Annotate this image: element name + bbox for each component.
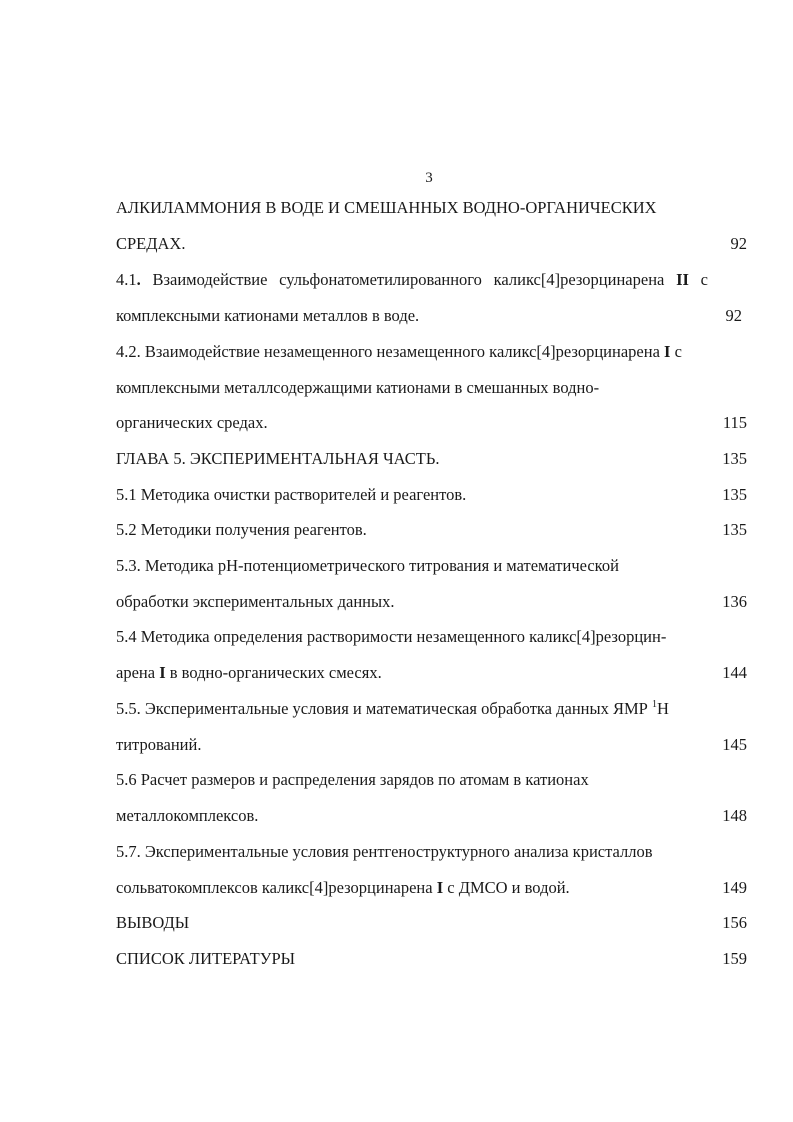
superscript: 1: [651, 699, 657, 710]
toc-chapter-5: ГЛАВА 5. ЭКСПЕРИМЕНТАЛЬНАЯ ЧАСТЬ.: [116, 449, 440, 468]
compound-label: I: [159, 663, 166, 682]
toc-entry-text: в водно-органических смесях.: [165, 663, 382, 682]
toc-entry-5-5: [116, 699, 669, 719]
toc-entry-dot: .: [136, 270, 153, 289]
toc-page-number: 135: [722, 520, 747, 539]
toc-page-number: 145: [722, 735, 747, 754]
toc-page-number: 149: [722, 878, 747, 897]
toc-line-continuation: АЛКИЛАММОНИЯ В ВОДЕ И СМЕШАННЫХ ВОДНО-ОРГАНИЧЕСКИХ: [116, 198, 657, 217]
toc-line: [116, 663, 382, 683]
toc-line: комплексными металлсодержащими катионами в смешанных водно-: [116, 378, 600, 397]
toc-entry-5-1: 5.1 Методика очистки растворителей и реагентов.: [116, 485, 467, 504]
toc-page-number: 135: [722, 449, 747, 468]
toc-page-number: 144: [722, 663, 747, 682]
toc-entry-text: Н: [656, 699, 669, 718]
toc-page-number: 136: [722, 592, 747, 611]
toc-page-number: 148: [722, 806, 747, 825]
toc-page-number: 92: [725, 306, 742, 325]
toc-line: металлокомплексов.: [116, 806, 259, 825]
compound-label: II: [676, 270, 689, 289]
toc-entry-4-1: [116, 270, 708, 290]
toc-entry-number: 4.1: [116, 270, 137, 289]
toc-entry-5-3: 5.3. Методика рН-потенциометрического титрования и математической: [116, 556, 619, 575]
toc-line: комплексными катионами металлов в воде.: [116, 306, 420, 325]
toc-conclusions: ВЫВОДЫ: [116, 913, 190, 932]
toc-entry-text: с: [688, 270, 708, 289]
toc-line: [116, 878, 570, 898]
toc-entry-text: 5.5. Экспериментальные условия и математическая обработка данных ЯМР: [116, 699, 652, 718]
toc-entry-5-7: 5.7. Экспериментальные условия рентгеноструктурного анализа кристаллов: [116, 842, 653, 861]
toc-entry-text: арена: [116, 663, 160, 682]
toc-line: СРЕДАХ.: [116, 234, 186, 253]
toc-page-number: 92: [730, 234, 747, 253]
toc-entry-5-6: 5.6 Расчет размеров и распределения зарядов по атомам в катионах: [116, 770, 589, 789]
toc-entry-4-2: [116, 342, 682, 362]
toc-page-number: 156: [722, 913, 747, 932]
toc-entry-text: с: [670, 342, 682, 361]
toc-line: обработки экспериментальных данных.: [116, 592, 395, 611]
toc-line: титрований.: [116, 735, 202, 754]
toc-line: органических средах.: [116, 413, 268, 432]
toc-entry-text: Взаимодействие сульфонатометилированного каликс[4]резорцинарена: [152, 270, 677, 289]
toc-entry-text: сольватокомплексов каликс[4]резорцинарена: [116, 878, 437, 897]
toc-entry-5-2: 5.2 Методики получения реагентов.: [116, 520, 367, 539]
compound-label: I: [436, 878, 444, 897]
toc-entry-text: с ДМСО и водой.: [443, 878, 570, 897]
toc-entry-text: 4.2. Взаимодействие незамещенного незамещенного каликс[4]резорцинарена: [116, 342, 665, 361]
toc-entry-5-4: 5.4 Методика определения растворимости незамещенного каликс[4]резорцин-: [116, 627, 667, 646]
page-number: 3: [425, 170, 433, 186]
compound-label: I: [664, 342, 671, 361]
toc-page-number: 115: [722, 413, 747, 432]
toc-references: СПИСОК ЛИТЕРАТУРЫ: [116, 949, 296, 968]
toc-page-number: 159: [722, 949, 747, 968]
toc-page-number: 135: [722, 485, 747, 504]
